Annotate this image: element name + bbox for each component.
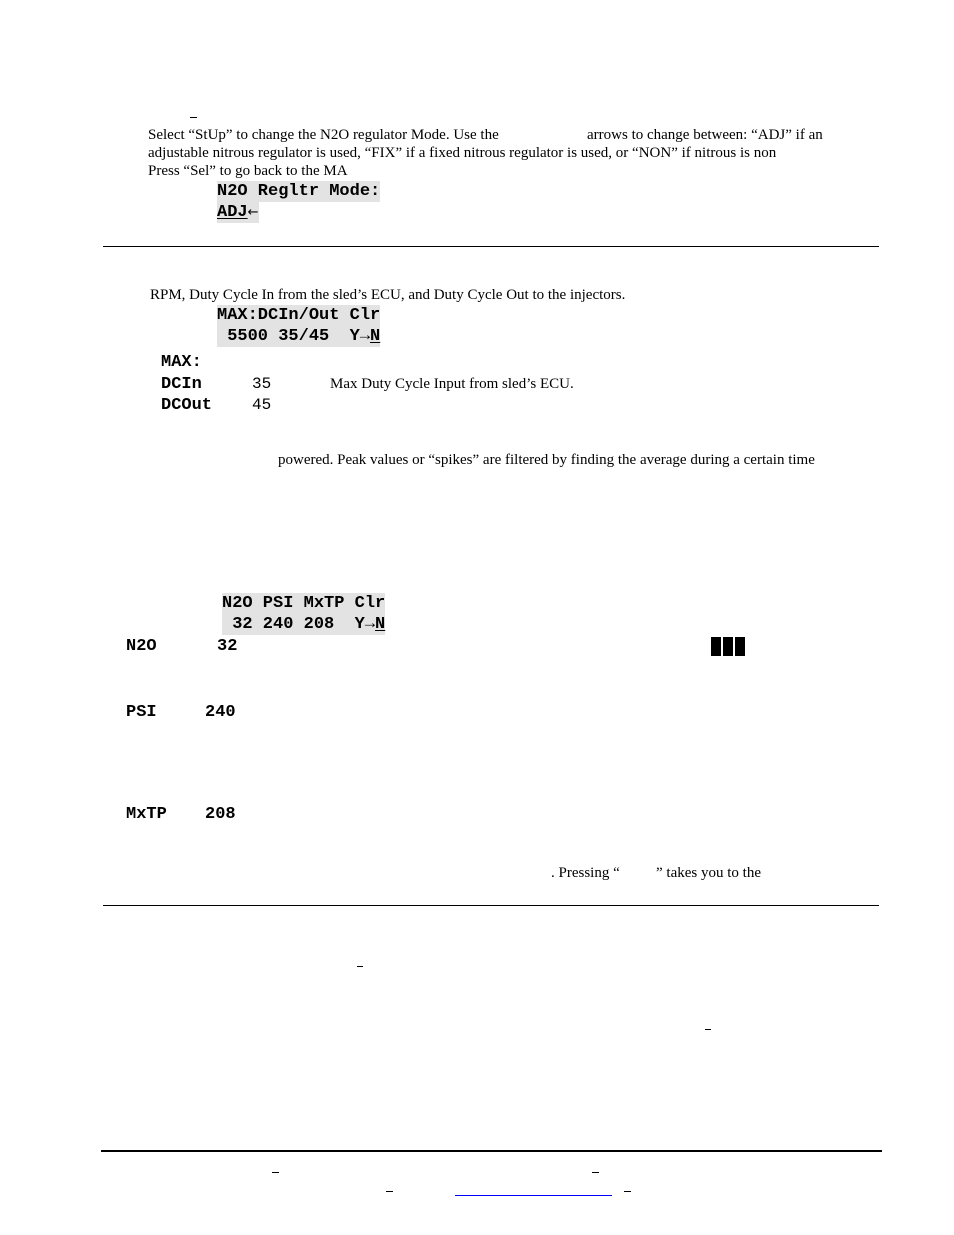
underscore-mark [357,966,363,967]
n2o-row-label: N2O [126,637,157,656]
dcout-row-value: 45 [252,396,272,414]
bar-graph-icon [711,637,747,661]
peak-filter-note: powered. Peak values or “spikes” are filtered by finding the average during a certain time [278,452,815,468]
pressing-text-end: ” takes you to the [656,865,761,881]
lcd-n2o-line-2: 32 240 208 Y→N [222,615,386,634]
dcin-row-description: Max Duty Cycle Input from sled’s ECU. [330,376,574,392]
footer-rule [101,1150,882,1152]
dcin-row-value: 35 [252,375,272,393]
max-intro-text: RPM, Duty Cycle In from the sled’s ECU, and Duty Cycle Out to the injectors. [150,287,626,303]
regulator-paragraph-line-3: Press “Sel” to go back to the MA [148,163,348,179]
lcd-regulator-line-1: N2O Regltr Mode: [217,182,381,201]
mxtp-row-value: 208 [205,805,236,824]
footer-link[interactable] [455,1195,612,1196]
regulator-paragraph-line-1-end: arrows to change between: “ADJ” if an [587,127,823,143]
lcd-clear-no: N [370,327,381,346]
regulator-paragraph-line-1: Select “StUp” to change the N2O regulator Mode. Use the [148,127,499,143]
underscore-mark [386,1191,393,1192]
underscore-mark [705,1029,711,1030]
regulator-paragraph-line-2: adjustable nitrous regulator is used, “FIX” if a fixed nitrous regulator is used, or “NON” if nitrous is non [148,145,777,161]
underscore-mark [272,1172,279,1173]
lcd-selected-value: ADJ [217,203,248,222]
lcd-n2o-line-1: N2O PSI MxTP Clr [222,594,386,613]
lcd-clear-no: N [375,615,386,634]
section-divider [103,246,879,247]
underscore-mark [624,1191,631,1192]
psi-row-label: PSI [126,703,157,722]
max-row-label: MAX: [161,353,202,372]
dcout-row-label: DCOut [161,396,213,415]
underscore-mark [592,1172,599,1173]
section-divider [103,905,879,906]
n2o-row-value: 32 [217,637,238,656]
lcd-regulator-line-2 [217,202,259,223]
mxtp-row-label: MxTP [126,805,167,824]
lcd-max-line-1: MAX:DCIn/Out Clr [217,306,381,325]
dcin-row-label: DCIn [161,375,202,394]
psi-row-value: 240 [205,703,236,722]
left-arrow-icon: ← [247,205,259,220]
underscore-mark [190,117,197,118]
pressing-text-start: . Pressing “ [551,865,620,881]
lcd-max-line-2: 5500 35/45 Y→N [217,327,381,346]
